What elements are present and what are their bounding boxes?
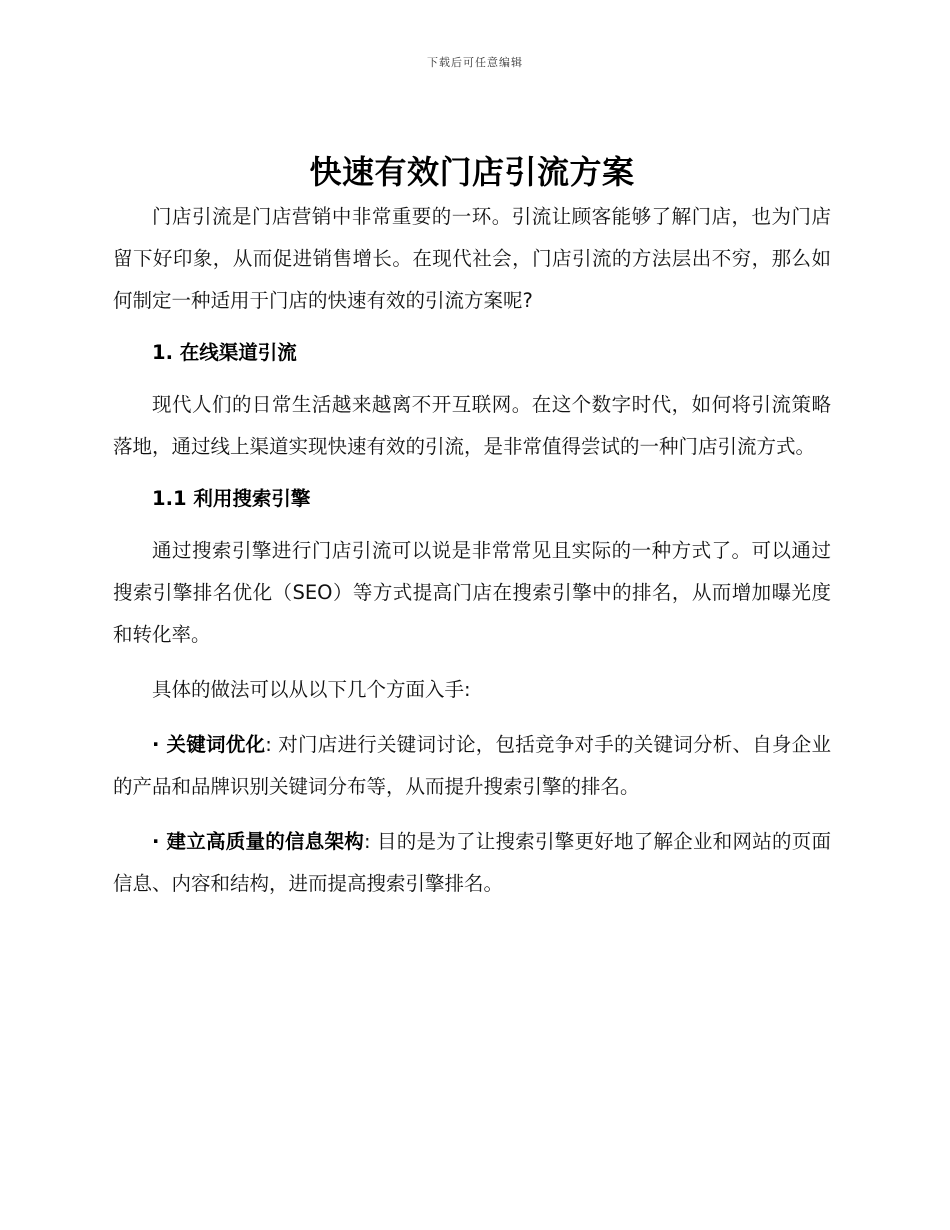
bullet-information-architecture (113, 821, 831, 905)
spacer (113, 468, 831, 478)
spacer (113, 656, 831, 669)
spacer (113, 374, 831, 384)
section-paragraph-search-engine: 通过搜索引擎进行门店引流可以说是非常常见且实际的一种方式了。可以通过搜索引擎排名优化（SEO）等方式提高门店在搜索引擎中的排名，从而增加曝光度和转化率。 (113, 539, 831, 646)
spacer (113, 711, 831, 724)
intro-paragraph: 门店引流是门店营销中非常重要的一环。引流让顾客能够了解门店，也为门店留下好印象，从而促进销售增长。在现代社会，门店引流的方法层出不穷，那么如何制定一种适用于门店的快速有效的引流方案呢? (113, 205, 831, 312)
bullet-label: · 建立高质量的信息架构 (152, 830, 364, 853)
bullet-text: : 对门店进行关键词讨论，包括竞争对手的关键词分析、自身企业的产品和品牌识别关键词分布等，从而提升搜索引擎的排名。 (113, 733, 831, 798)
section-paragraph-online-channels: 现代人们的日常生活越来越离不开互联网。在这个数字时代，如何将引流策略落地，通过线上渠道实现快速有效的引流，是非常值得尝试的一种门店引流方式。 (113, 393, 831, 458)
bullet-text: : 目的是为了让搜索引擎更好地了解企业和网站的页面信息、内容和结构，进而提高搜索引擎排名。 (113, 830, 831, 895)
spacer (113, 322, 831, 332)
bullet-keyword-optimization (113, 724, 831, 808)
document-title: 快速有效门店引流方案 (309, 153, 635, 191)
bullet-label: · 关键词优化 (152, 733, 266, 756)
section-heading-online-channels: 1. 在线渠道引流 (152, 341, 297, 364)
section-heading-search-engine: 1.1 利用搜索引擎 (152, 487, 311, 510)
document-body (113, 148, 831, 905)
spacer (113, 520, 831, 530)
lead-paragraph: 具体的做法可以从以下几个方面入手: (152, 678, 471, 701)
spacer (113, 808, 831, 821)
header-note: 下载后可任意编辑 (427, 56, 523, 69)
